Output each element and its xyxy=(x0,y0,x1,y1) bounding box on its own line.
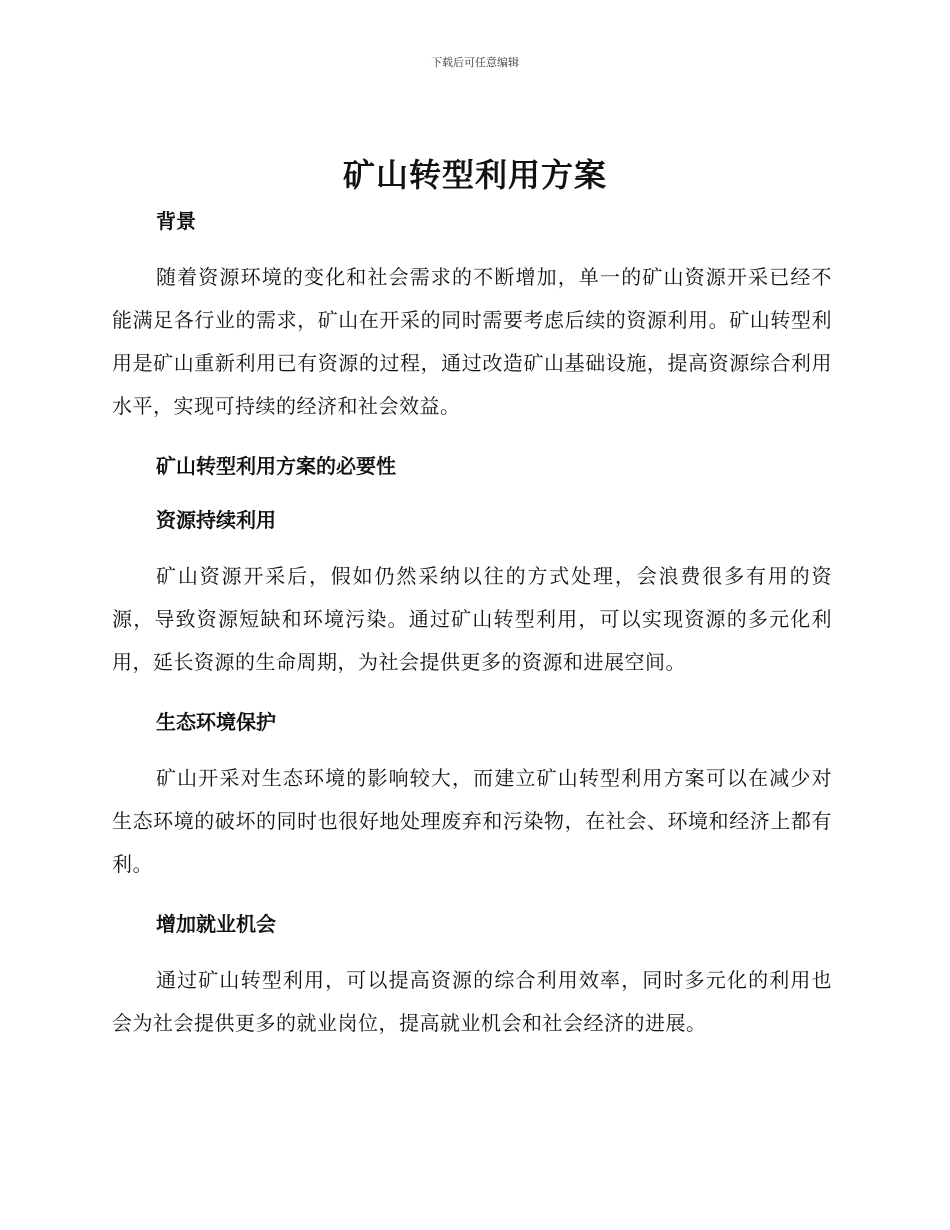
document-body xyxy=(112,202,832,1045)
page-header-note: 下载后可任意编辑 xyxy=(431,56,519,69)
section-paragraph-resource-sustainable-use: 矿山资源开采后，假如仍然采纳以往的方式处理，会浪费很多有用的资源，导致资源短缺和环境污染。通过矿山转型利用，可以实现资源的多元化利用，延长资源的生命周期，为社会提供更多的资源和进展空间。 xyxy=(112,564,832,674)
section-paragraph-ecological-protection: 矿山开采对生态环境的影响较大，而建立矿山转型利用方案可以在减少对生态环境的破坏的同时也很好地处理废弃和污染物，在社会、环境和经济上都有利。 xyxy=(112,766,832,876)
section-heading-necessity: 矿山转型利用方案的必要性 xyxy=(156,454,396,478)
section-heading-employment: 增加就业机会 xyxy=(156,912,276,936)
section-heading-ecological-protection: 生态环境保护 xyxy=(156,710,276,734)
section-paragraph-background: 随着资源环境的变化和社会需求的不断增加，单一的矿山资源开采已经不能满足各行业的需求，矿山在开采的同时需要考虑后续的资源利用。矿山转型利用是矿山重新利用已有资源的过程，通过改造矿山基础设施，提高资源综合利用水平，实现可持续的经济和社会效益。 xyxy=(112,265,832,418)
section-paragraph-employment: 通过矿山转型利用，可以提高资源的综合利用效率，同时多元化的利用也会为社会提供更多的就业岗位，提高就业机会和社会经济的进展。 xyxy=(112,968,832,1035)
section-heading-background: 背景 xyxy=(156,209,196,233)
section-heading-resource-sustainable-use: 资源持续利用 xyxy=(156,508,276,532)
document-title: 矿山转型利用方案 xyxy=(342,156,607,194)
